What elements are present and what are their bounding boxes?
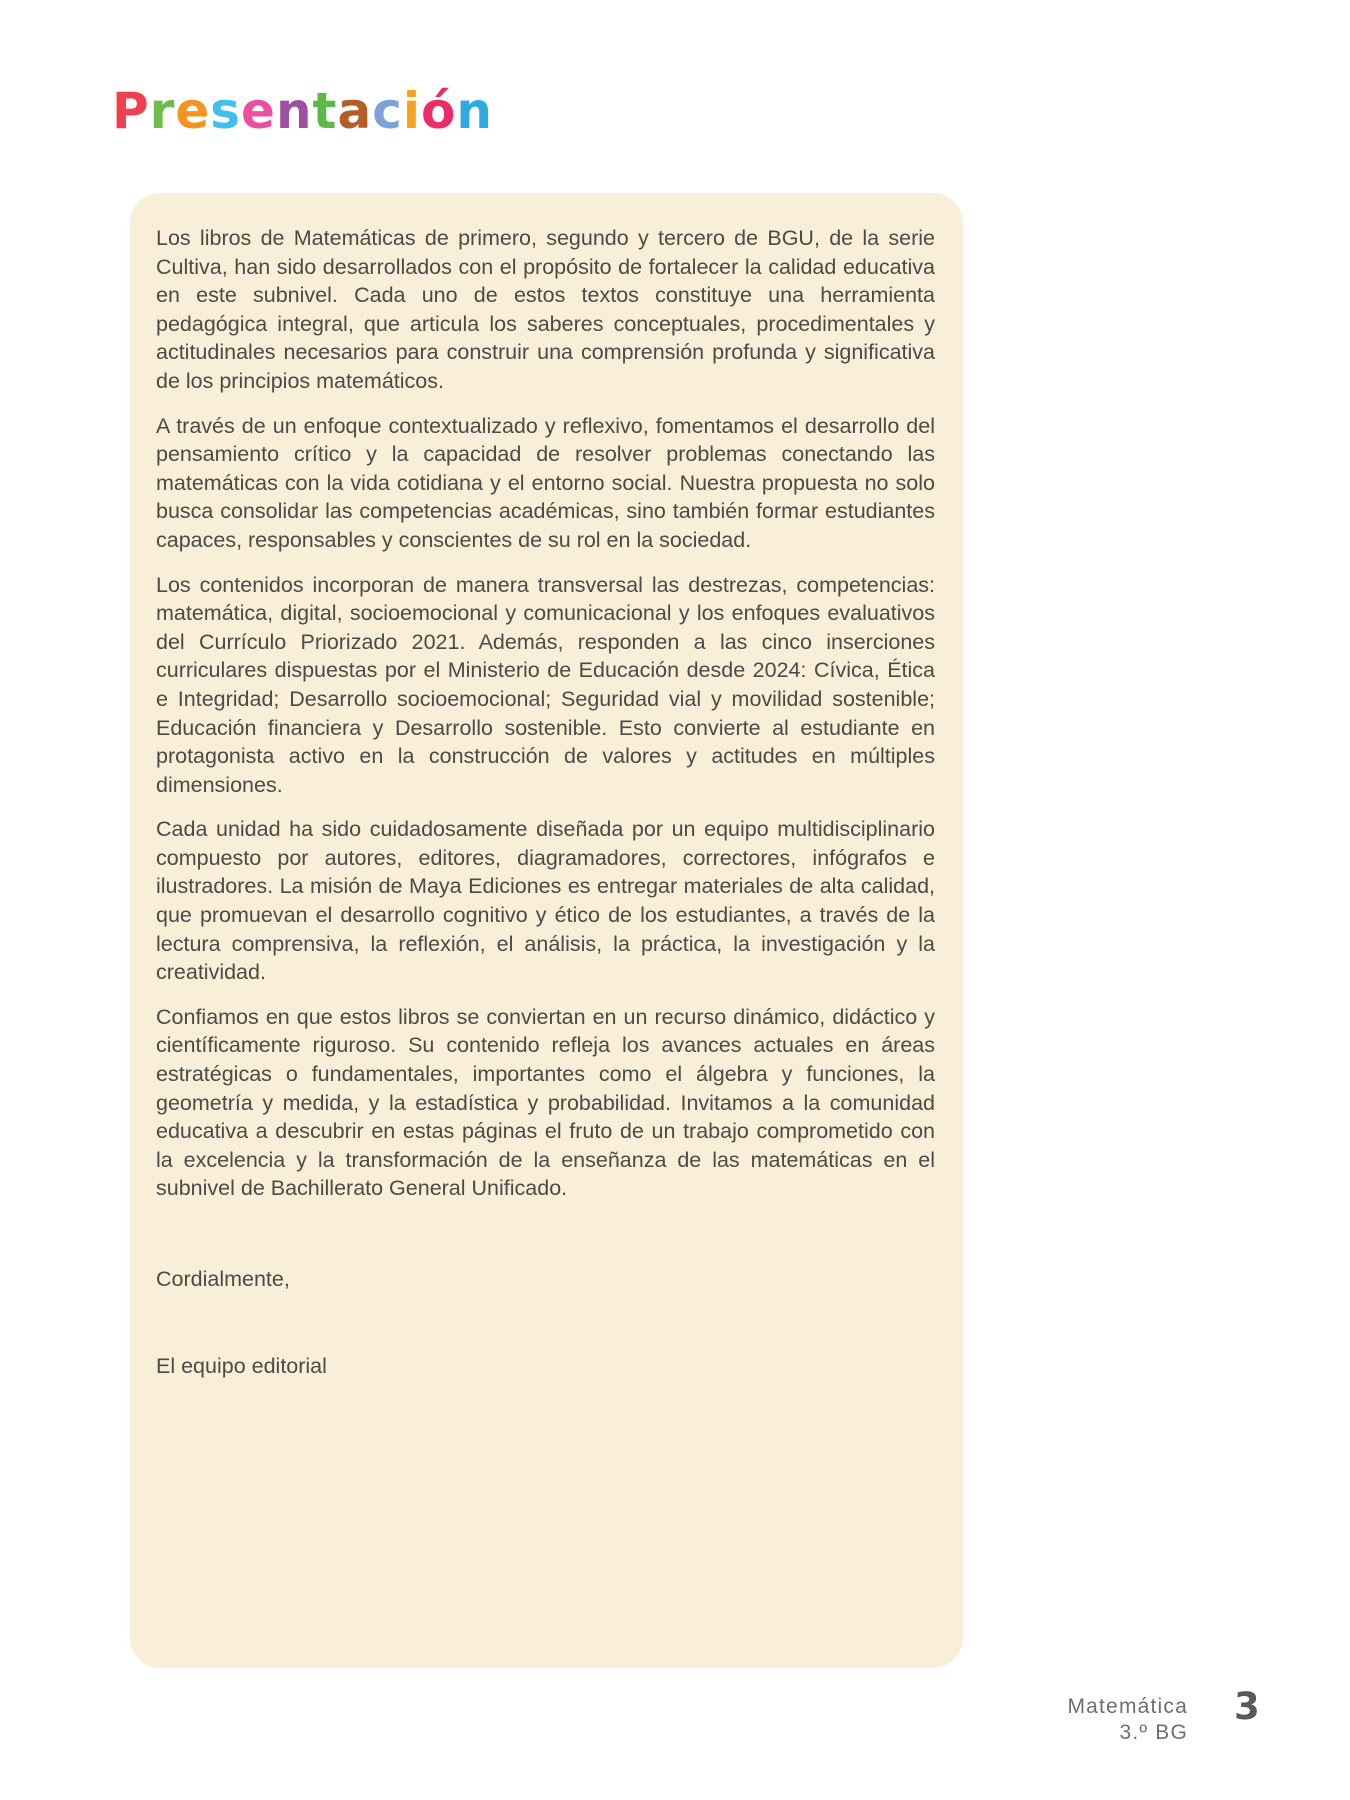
signature-line: El equipo editorial xyxy=(156,1353,327,1378)
footer-subject: Matemática xyxy=(1067,1695,1188,1718)
title-letter: n xyxy=(275,82,313,140)
paragraph: Los libros de Matemáticas de primero, segundo y tercero de BGU, de la serie Cultiva, han sido desarrollados con el propósito de fortalecer la calidad educativa en este subnivel. Cada uno de estos textos constituye una herramienta pedagógica integral, que articula los saberes conceptuales, procedimentales y actitudinales necesarios para construir una comprensión profunda y significativa de los principios matemáticos. xyxy=(156,226,935,393)
title-letter: e xyxy=(241,82,276,140)
title-letter: t xyxy=(312,82,338,140)
title-letter: ó xyxy=(420,82,457,140)
paragraph: Cada unidad ha sido cuidadosamente diseñada por un equipo multidisciplinario compuesto por autores, editores, diagramadores, correctores, infógrafos e ilustradores. La misión de Maya Ediciones es entregar materiales de alta calidad, que promuevan el desarrollo cognitivo y ético de los estudiantes, a través de la lectura comprensiva, la reflexión, el análisis, la práctica, la investigación y la creatividad. xyxy=(156,817,935,985)
page-number: 3 xyxy=(1234,1685,1260,1728)
title-letter: c xyxy=(372,82,403,140)
paragraph: Los contenidos incorporan de manera transversal las destrezas, competencias: matemática, digital, socioemocional y comunicacional y los enfoques evaluativos del Currículo Priorizado 2021. Además, responden a las cinco inserciones curriculares dispuestas por el Ministerio de Educación desde 2024: Cívica, Ética e Integridad; Desarrollo socioemocional; Seguridad vial y movilidad sostenible; Educación financiera y Desarrollo sostenible. Esto convierte al estudiante en protagonista activo en la construcción de valores y actitudes en múltiples dimensiones. xyxy=(156,572,935,797)
paragraph: Confiamos en que estos libros se conviertan en un recurso dinámico, didáctico y científicamente riguroso. Su contenido refleja los avances actuales en áreas estratégicas o fundamentales, importantes como el álgebra y funciones, la geometría y medida, y la estadística y probabilidad. Invitamos a la comunidad educativa a descubrir en estas páginas el fruto de un trabajo comprometido con la excelencia y la transformación de la enseñanza de las matemáticas en el subnivel de Bachillerato General Unificado. xyxy=(156,1004,935,1201)
page-title xyxy=(112,82,493,140)
title-letter: n xyxy=(456,82,493,140)
title-letter: s xyxy=(210,82,242,140)
paragraph: A través de un enfoque contextualizado y reflexivo, fomentamos el desarrollo del pensamiento crítico y la capacidad de resolver problemas conectando las matemáticas con la vida cotidiana y el entorno social. Nuestra propuesta no solo busca consolidar las competencias académicas, sino también formar estudiantes capaces, responsables y conscientes de su rol en la sociedad. xyxy=(156,413,935,552)
title-letter: P xyxy=(112,82,150,140)
title-letter: r xyxy=(149,82,176,140)
title-letter: a xyxy=(337,82,373,140)
footer-grade: 3.º BG xyxy=(1119,1721,1188,1744)
footer-book-label xyxy=(1067,1694,1188,1746)
title-letter: i xyxy=(402,82,421,140)
presentation-text-panel xyxy=(130,193,963,1668)
title-letter: e xyxy=(175,82,211,140)
closing-line: Cordialmente, xyxy=(156,1267,290,1291)
